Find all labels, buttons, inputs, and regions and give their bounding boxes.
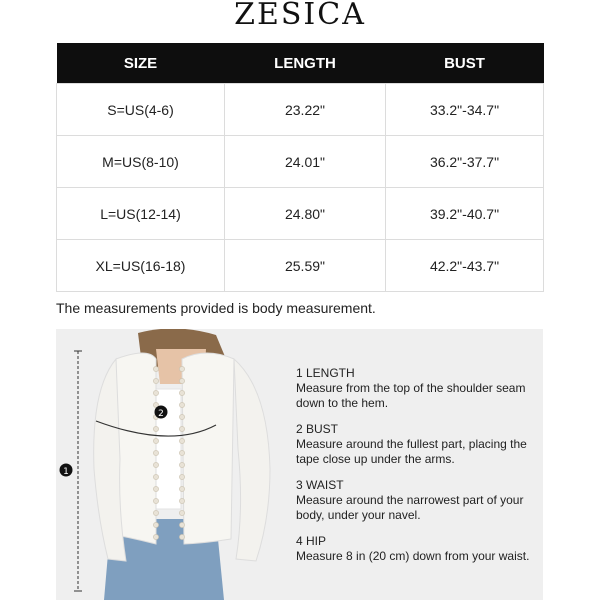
cell-size: L=US(12-14) <box>57 188 225 240</box>
model-photo <box>56 329 286 600</box>
header-length: LENGTH <box>225 43 386 84</box>
guide-bust-title: 2 BUST <box>296 422 339 436</box>
table-row <box>57 84 544 136</box>
cell-length: 25.59" <box>225 240 386 292</box>
cell-bust: 36.2"-37.7" <box>386 136 544 188</box>
guide-length-desc: Measure from the top of the shoulder seam down to the hem. <box>296 381 526 410</box>
cell-size: XL=US(16-18) <box>57 240 225 292</box>
cell-size: S=US(4-6) <box>57 84 225 136</box>
cell-bust: 39.2"-40.7" <box>386 188 544 240</box>
cell-length: 24.80" <box>225 188 386 240</box>
cardigan-left <box>116 353 156 544</box>
guide-hip-desc: Measure 8 in (20 cm) down from your waist. <box>296 549 530 563</box>
cardigan-right-sleeve <box>234 359 270 561</box>
cell-bust: 42.2"-43.7" <box>386 240 544 292</box>
bust-marker-label: 2 <box>158 409 164 419</box>
header-bust: BUST <box>386 43 544 84</box>
table-row <box>57 136 544 188</box>
guide-waist <box>296 478 546 523</box>
guide-bust <box>296 422 546 467</box>
measurement-note: The measurements provided is body measurement. <box>56 300 376 316</box>
cell-length: 23.22" <box>225 84 386 136</box>
cell-size: M=US(8-10) <box>57 136 225 188</box>
table-header-row <box>57 43 544 84</box>
cardigan-right <box>182 353 234 544</box>
guide-length-title: 1 LENGTH <box>296 366 355 380</box>
table-row <box>57 188 544 240</box>
brand-logo: ZESICA <box>234 0 366 32</box>
length-marker-label: 1 <box>63 467 69 477</box>
guide-waist-desc: Measure around the narrowest part of your body, under your navel. <box>296 493 524 522</box>
guide-length <box>296 366 546 411</box>
guide-bust-desc: Measure around the fullest part, placing the tape close up under the arms. <box>296 437 527 466</box>
size-chart-table <box>56 43 544 292</box>
header-size: SIZE <box>57 43 225 84</box>
guide-hip-title: 4 HIP <box>296 534 327 548</box>
table-row <box>57 240 544 292</box>
cell-length: 24.01" <box>225 136 386 188</box>
guide-waist-title: 3 WAIST <box>296 478 344 492</box>
cell-bust: 33.2"-34.7" <box>386 84 544 136</box>
measurement-instructions <box>296 366 546 575</box>
guide-hip <box>296 534 546 564</box>
